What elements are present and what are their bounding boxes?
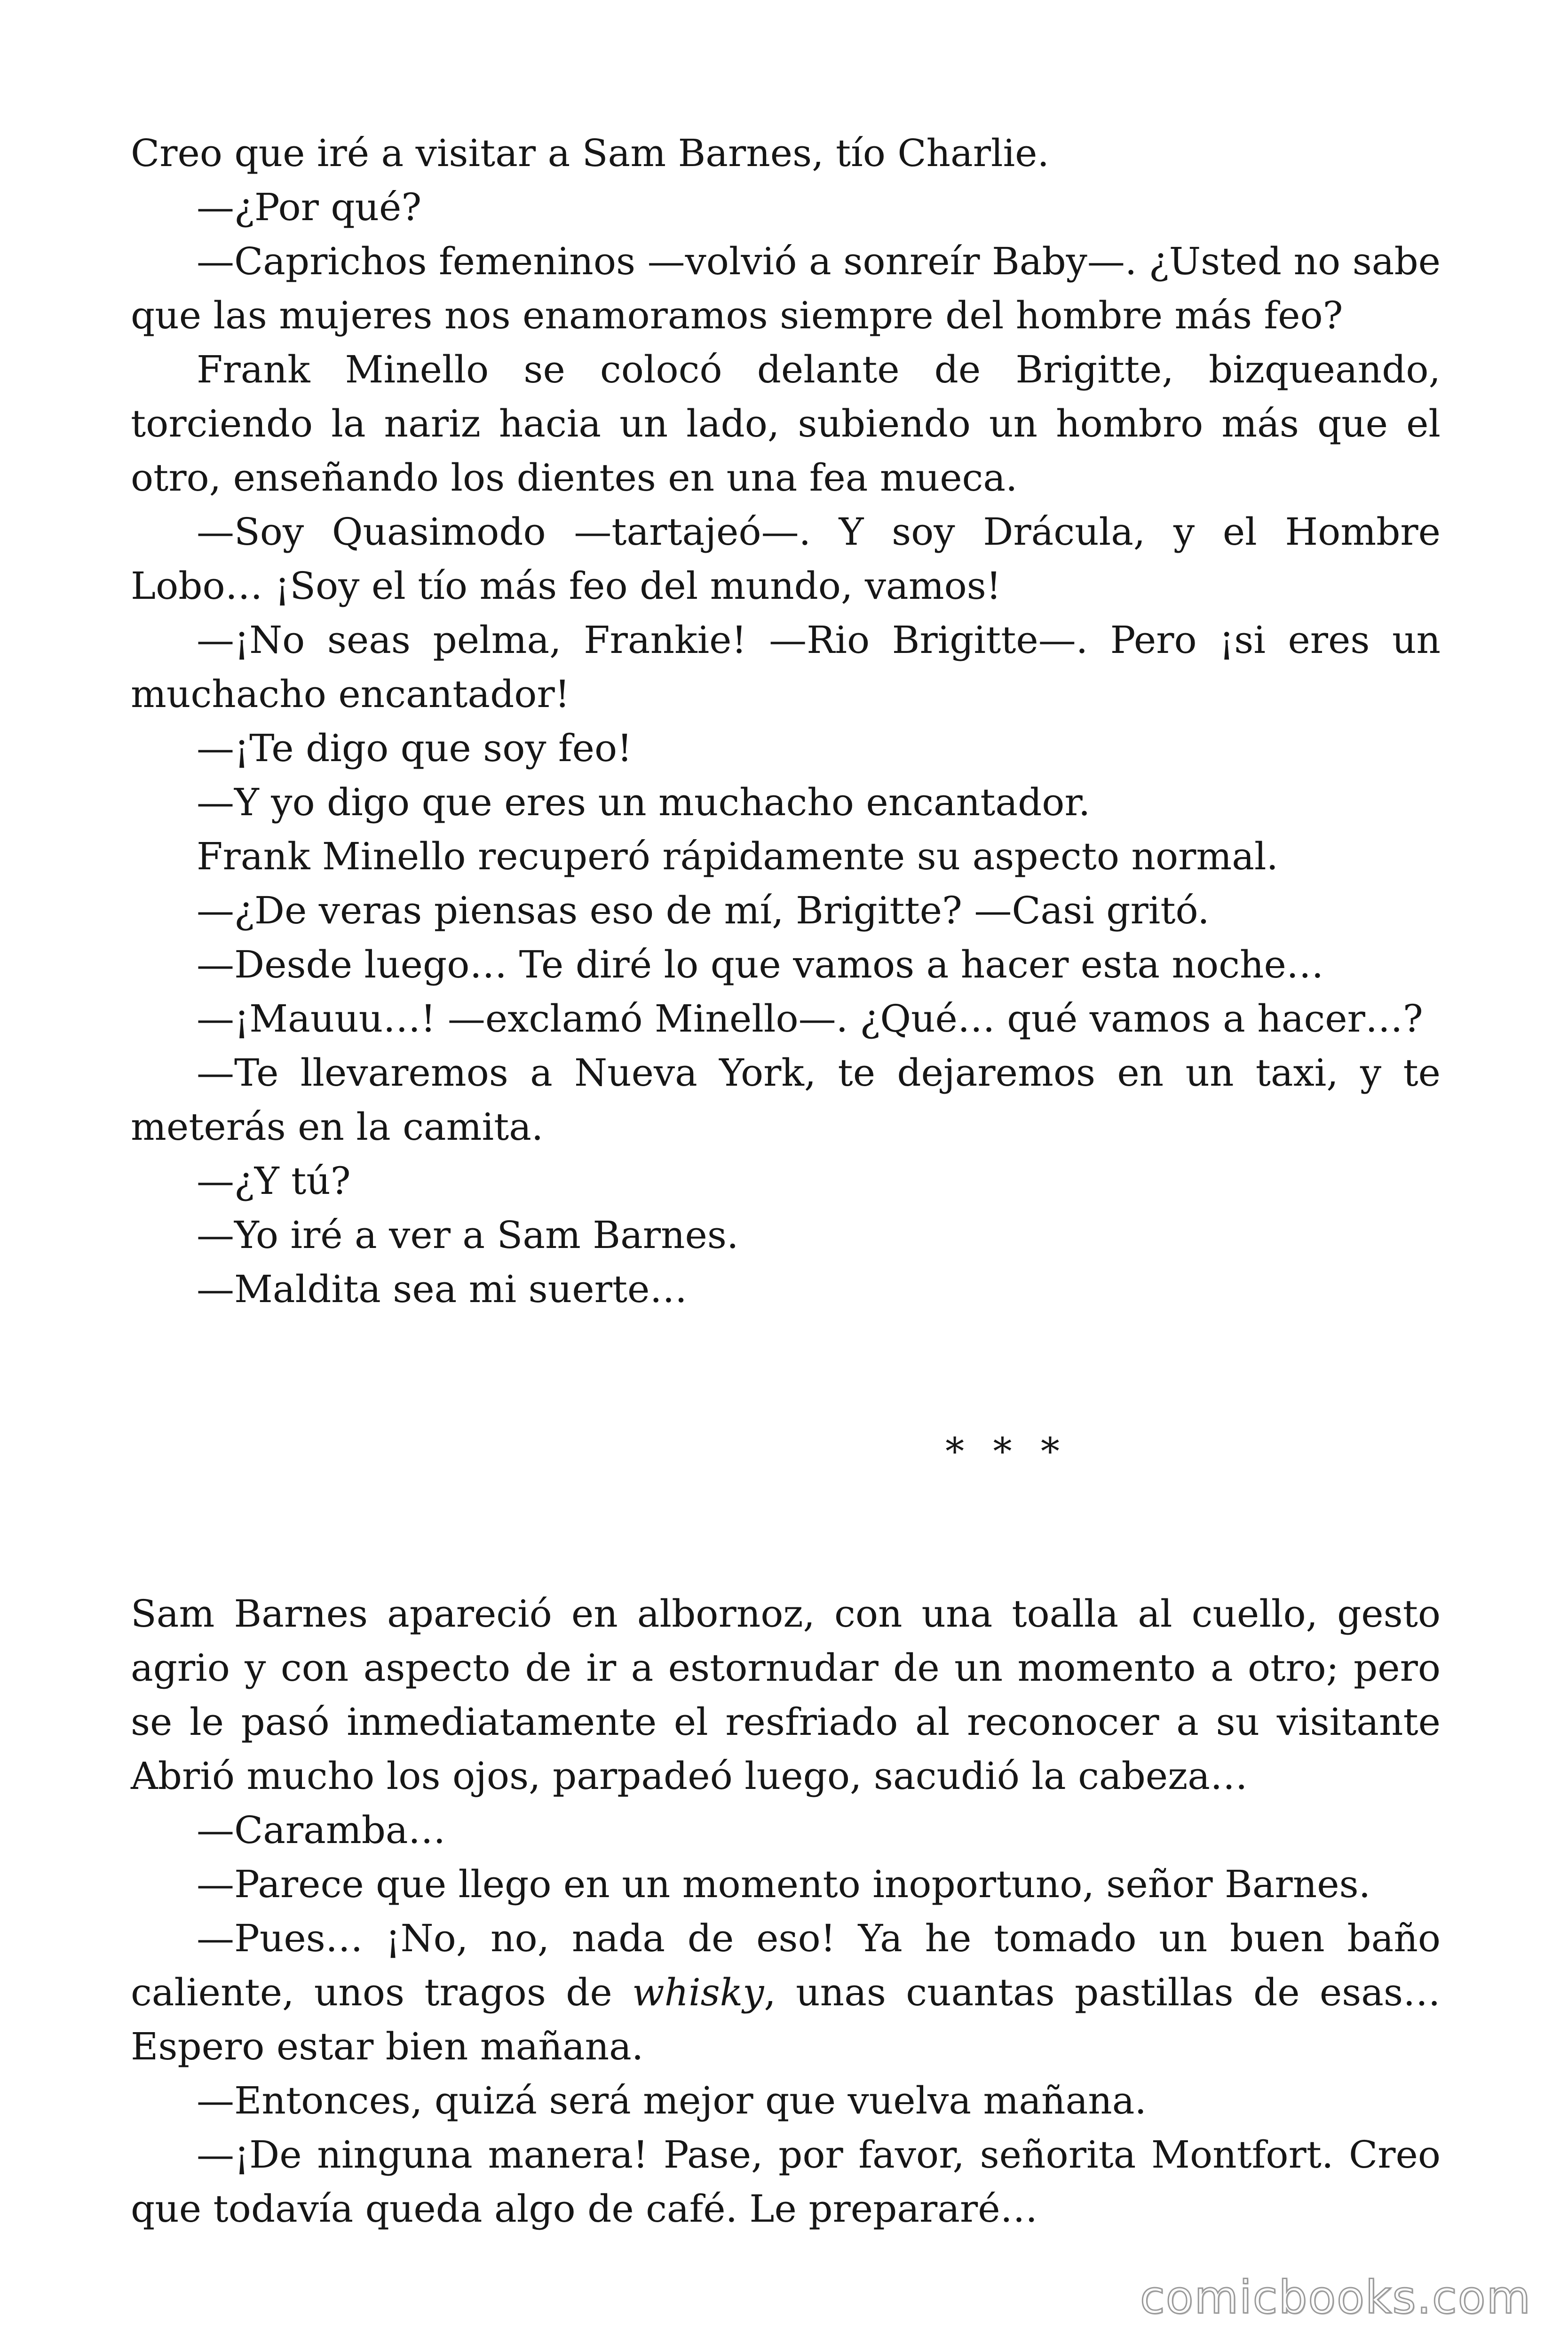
paragraph: —¿De veras piensas eso de mí, Brigitte? —Casi gritó.: [197, 889, 1210, 932]
paragraph: Frank Minello se colocó delante de Brigitte, bizqueando, torciendo la nariz hacia un lado, subiendo un hombro más que el otro, enseñando los dientes en una fea mueca.: [131, 348, 1441, 500]
paragraph-text: —Pues… ¡No, no, nada de eso! Ya he tomado un buen baño caliente, unos tragos de: [131, 1916, 1441, 2014]
section-separator: * * *: [945, 1430, 1068, 1473]
section-gap: [131, 1316, 1441, 1424]
paragraph: [131, 1911, 1441, 2074]
paragraph: —¿Y tú?: [197, 1159, 351, 1203]
paragraph: —Parece que llego en un momento inoportuno, señor Barnes.: [197, 1862, 1371, 1906]
italic-word: whisky: [632, 1971, 764, 2014]
paragraph: —Soy Quasimodo —tartajeó—. Y soy Drácula, y el Hombre Lobo… ¡Soy el tío más feo del mundo, vamos!: [131, 510, 1441, 608]
paragraph: —¡Te digo que soy feo!: [197, 726, 633, 770]
paragraph-text: , unas cuantas pastillas de esas… Espero estar bien mañana.: [131, 1971, 1441, 2068]
paragraph: —Yo iré a ver a Sam Barnes.: [197, 1213, 739, 1257]
paragraph: Sam Barnes apareció en albornoz, con una toalla al cuello, gesto agrio y con aspecto de ir a estornudar de un momento a otro; pero se le pasó inmediatamente el resfriado al reconocer a su visitante Abrió mucho los ojos, parpadeó luego, sacudió la cabeza…: [131, 1592, 1441, 1798]
section-gap: [131, 1478, 1441, 1587]
paragraph: —Te llevaremos a Nueva York, te dejaremos en un taxi, y te meterás en la camita.: [131, 1051, 1441, 1149]
paragraph: —¡Mauuu…! —exclamó Minello—. ¿Qué… qué vamos a hacer…?: [197, 997, 1423, 1041]
paragraph: —Y yo digo que eres un muchacho encantador.: [197, 780, 1091, 824]
paragraph: —Desde luego… Te diré lo que vamos a hacer esta noche…: [197, 943, 1324, 986]
paragraph: —Caramba…: [197, 1808, 446, 1852]
paragraph: Creo que iré a visitar a Sam Barnes, tío Charlie.: [131, 131, 1049, 175]
paragraph: Frank Minello recuperó rápidamente su aspecto normal.: [197, 834, 1278, 878]
paragraph: —¡De ninguna manera! Pase, por favor, señorita Montfort. Creo que todavía queda algo de café. Le prepararé…: [131, 2133, 1441, 2231]
book-page: [131, 126, 1441, 2236]
paragraph: —Entonces, quizá será mejor que vuelva mañana.: [197, 2079, 1147, 2122]
paragraph: —Maldita sea mi suerte…: [197, 1267, 688, 1311]
paragraph: —Caprichos femeninos —volvió a sonreír Baby—. ¿Usted no sabe que las mujeres nos enamoramos siempre del hombre más feo?: [131, 239, 1441, 337]
paragraph: —¿Por qué?: [197, 185, 422, 229]
paragraph: —¡No seas pelma, Frankie! —Rio Brigitte—. Pero ¡si eres un muchacho encantador!: [131, 618, 1441, 716]
watermark: comicbooks.com: [1140, 2271, 1531, 2324]
